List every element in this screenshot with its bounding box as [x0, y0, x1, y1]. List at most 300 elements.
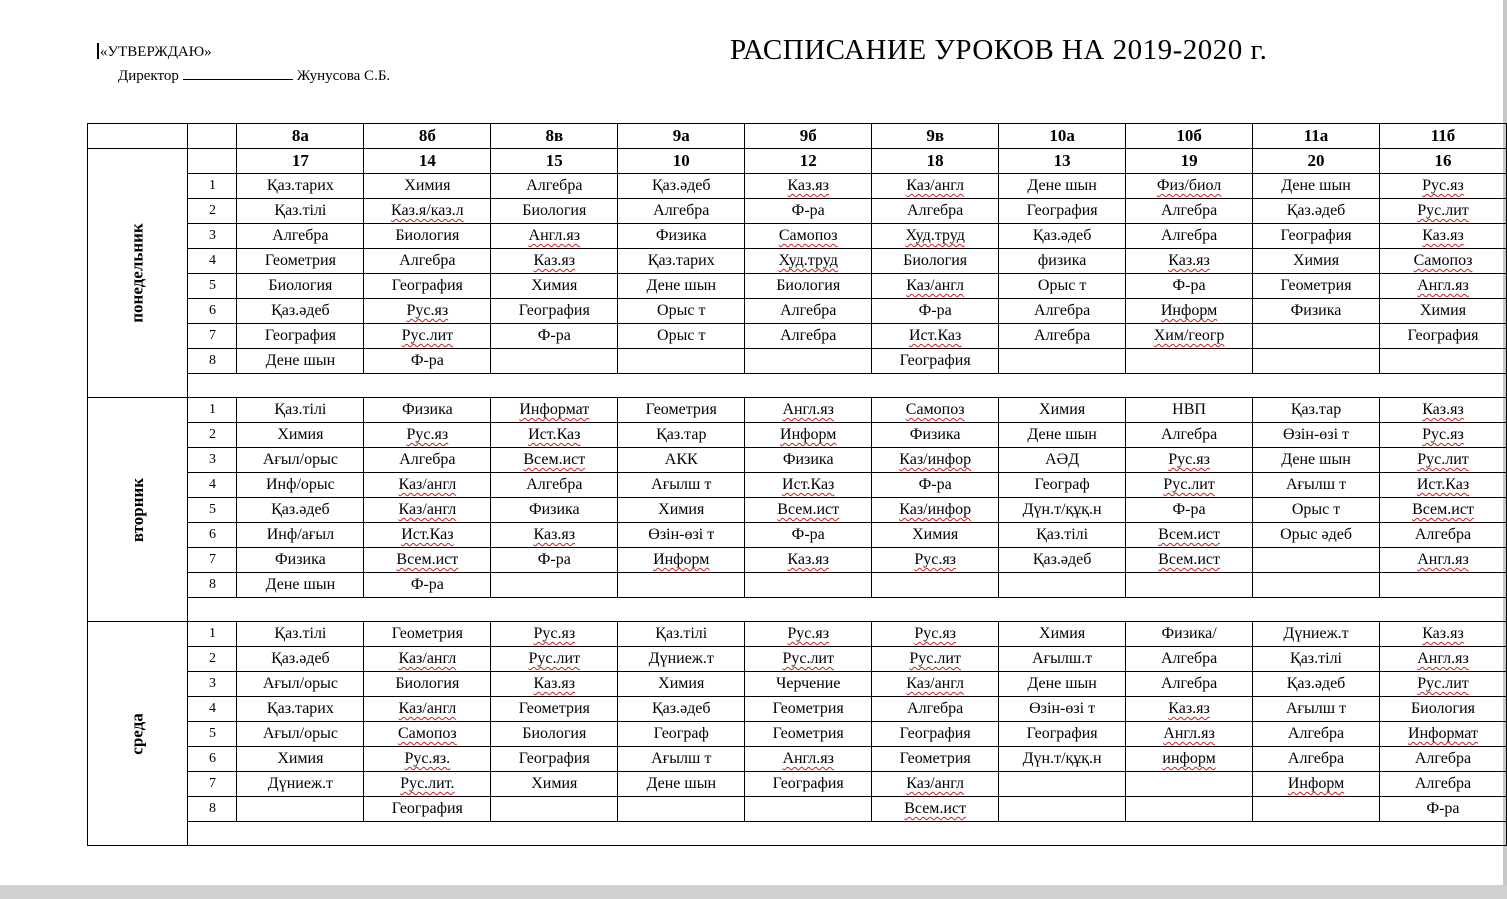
lesson-cell [872, 523, 999, 548]
subject-text: Биология [903, 252, 968, 269]
subject-text: География [1026, 725, 1098, 742]
lesson-cell [999, 622, 1126, 647]
class-header-row [88, 124, 1507, 149]
subject-text: Алгебра [1160, 650, 1218, 667]
subject-text: Алгебра [1160, 675, 1218, 692]
lesson-cell [872, 224, 999, 249]
lesson-cell [999, 523, 1126, 548]
lesson-cell [1253, 199, 1380, 224]
lesson-cell [872, 672, 999, 697]
subject-text: Дүн.т/құқ.н [1022, 750, 1102, 767]
lesson-cell [1126, 274, 1253, 299]
lesson-cell [364, 398, 491, 423]
lesson-row [88, 224, 1507, 249]
lesson-cell [999, 299, 1126, 324]
lesson-cell [1253, 299, 1380, 324]
lesson-row [88, 199, 1507, 224]
lesson-row [88, 523, 1507, 548]
lesson-cell [999, 772, 1126, 797]
class-header: 8б [364, 124, 491, 149]
signature-line [183, 67, 293, 80]
subject-text: Алгебра [1160, 227, 1218, 244]
subject-text: Биология [522, 202, 587, 219]
room-number: 15 [491, 149, 618, 174]
lesson-cell [491, 349, 618, 374]
subject-text: Физика [1290, 302, 1342, 319]
lesson-number: 2 [188, 423, 237, 448]
subject-text: Биология [776, 277, 841, 294]
subject-text: Қаз.тарих [266, 177, 334, 194]
lesson-cell [618, 797, 745, 822]
lesson-cell [1380, 473, 1507, 498]
subject-text: Геометрия [264, 252, 336, 269]
lesson-cell [872, 697, 999, 722]
lesson-number: 3 [188, 672, 237, 697]
lesson-cell [1253, 672, 1380, 697]
subject-text: Физ/биол [1156, 177, 1222, 194]
room-row [88, 149, 1507, 174]
subject-text: Рус.лит [1417, 202, 1469, 219]
lesson-cell [1253, 473, 1380, 498]
subject-text: Алгебра [780, 302, 837, 319]
subject-text: Биология [268, 277, 333, 294]
lesson-cell [237, 498, 364, 523]
lesson-cell [999, 324, 1126, 349]
lesson-cell [1380, 423, 1507, 448]
subject-text: Рус.яз [1422, 177, 1464, 194]
lesson-cell [745, 324, 872, 349]
subject-text: Физика/ [1161, 625, 1217, 642]
lesson-cell [1126, 224, 1253, 249]
subject-text: География [1026, 202, 1098, 219]
lesson-cell [237, 722, 364, 747]
lesson-cell [1380, 349, 1507, 374]
subject-text: Англ.яз [1163, 725, 1215, 742]
lesson-cell [745, 498, 872, 523]
subject-text: Қаз.әдеб [1286, 675, 1346, 692]
lesson-row [88, 498, 1507, 523]
lesson-cell [491, 324, 618, 349]
room-number: 18 [872, 149, 999, 174]
room-number: 17 [237, 149, 364, 174]
subject-text: Ағыл/орыс [262, 451, 338, 468]
lesson-cell [237, 448, 364, 473]
subject-text: физика [1037, 252, 1087, 269]
lesson-cell [1126, 697, 1253, 722]
lesson-cell [1380, 448, 1507, 473]
separator-cell [188, 598, 1507, 622]
lesson-number: 5 [188, 498, 237, 523]
lesson-number: 7 [188, 772, 237, 797]
lesson-cell [491, 548, 618, 573]
lesson-number: 6 [188, 299, 237, 324]
lesson-cell [745, 523, 872, 548]
subject-text: Дене шын [1027, 426, 1097, 443]
lesson-cell [745, 224, 872, 249]
subject-text: География [391, 800, 463, 817]
subject-text: Рус.яз [1422, 426, 1464, 443]
lesson-cell [1126, 573, 1253, 598]
class-header: 9б [745, 124, 872, 149]
lesson-cell [237, 523, 364, 548]
subject-text: География [899, 725, 971, 742]
director-line [118, 66, 390, 86]
lesson-cell [491, 224, 618, 249]
subject-text: Ағыл/орыс [262, 725, 338, 742]
subject-text: Алгебра [1160, 202, 1218, 219]
subject-text: Химия [531, 775, 578, 792]
lesson-cell [745, 747, 872, 772]
subject-text: АКК [664, 451, 698, 468]
subject-text: Каз.яз [533, 526, 576, 543]
subject-text: Рус.лит [528, 650, 581, 667]
lesson-cell [872, 324, 999, 349]
lesson-number: 3 [188, 448, 237, 473]
lesson-cell [1126, 797, 1253, 822]
subject-text: Биология [395, 227, 460, 244]
subject-text: Дене шын [1281, 177, 1351, 194]
lesson-cell [872, 647, 999, 672]
lesson-cell [1253, 523, 1380, 548]
lesson-cell [1253, 324, 1380, 349]
lesson-cell [1380, 398, 1507, 423]
subject-text: Алгебра [526, 177, 583, 194]
lesson-cell [237, 299, 364, 324]
subject-text: Дүниеж.т [267, 775, 333, 792]
lesson-cell [745, 249, 872, 274]
lesson-cell [618, 398, 745, 423]
lesson-cell [1253, 448, 1380, 473]
subject-text: Орыс т [657, 327, 706, 344]
lesson-cell [999, 249, 1126, 274]
lesson-cell [999, 274, 1126, 299]
subject-text: Физика [655, 227, 707, 244]
class-header: 8а [237, 124, 364, 149]
subject-text: Биология [1410, 700, 1475, 717]
subject-text: Самопоз [778, 227, 838, 244]
subject-text: Қаз.тілі [1036, 526, 1089, 543]
subject-text: Химия [404, 177, 451, 194]
lesson-row [88, 622, 1507, 647]
lesson-cell [1253, 349, 1380, 374]
subject-text: География [899, 352, 971, 369]
page-title: РАСПИСАНИЕ УРОКОВ НА 2019-2020 г. [730, 34, 1268, 66]
subject-text: Алгебра [1287, 750, 1345, 767]
lesson-cell [1380, 622, 1507, 647]
lesson-cell [618, 224, 745, 249]
lesson-cell [1253, 249, 1380, 274]
subject-text: Рус.яз [914, 625, 956, 642]
lesson-number: 7 [188, 548, 237, 573]
lesson-cell [999, 722, 1126, 747]
room-number: 10 [618, 149, 745, 174]
lesson-number: 4 [188, 473, 237, 498]
lesson-row [88, 647, 1507, 672]
lesson-cell [1126, 398, 1253, 423]
lesson-cell [1253, 747, 1380, 772]
subject-text: Хим/геогр [1153, 327, 1225, 344]
subject-text: Дене шын [1027, 675, 1097, 692]
subject-text: География [1280, 227, 1352, 244]
lesson-cell [618, 498, 745, 523]
lesson-cell [237, 622, 364, 647]
subject-text: Алгебра [907, 202, 964, 219]
subject-text: информ [1162, 750, 1216, 767]
lesson-cell [745, 274, 872, 299]
lesson-cell [1126, 722, 1253, 747]
lesson-cell [745, 573, 872, 598]
subject-text: Англ.яз [528, 227, 581, 244]
lesson-cell [872, 274, 999, 299]
lesson-cell [1253, 697, 1380, 722]
lesson-cell [237, 274, 364, 299]
subject-text: Алгебра [907, 700, 964, 717]
subject-text: Рус.лит [1417, 451, 1469, 468]
subject-text: Алгебра [1287, 725, 1345, 742]
lesson-cell [745, 349, 872, 374]
day-cell-2 [88, 622, 188, 846]
lesson-cell [618, 448, 745, 473]
lesson-number: 4 [188, 249, 237, 274]
class-header: 11а [1253, 124, 1380, 149]
lesson-cell [1380, 772, 1507, 797]
lesson-cell [745, 398, 872, 423]
lesson-cell [364, 772, 491, 797]
lesson-cell [364, 697, 491, 722]
subject-text: Геометрия [899, 750, 971, 767]
lesson-cell [872, 423, 999, 448]
subject-text: АӘД [1045, 451, 1080, 468]
lesson-cell [1253, 398, 1380, 423]
subject-text: Рус.яз. [404, 750, 451, 767]
lesson-row [88, 548, 1507, 573]
subject-text: Қаз.тілі [274, 202, 327, 219]
lesson-number: 8 [188, 797, 237, 822]
lesson-cell [618, 473, 745, 498]
subject-text: Ист.Каз [782, 476, 835, 493]
subject-text: Қаз.тарих [266, 700, 334, 717]
lesson-cell [618, 672, 745, 697]
lesson-cell [1380, 199, 1507, 224]
subject-text: Рус.лит [1163, 476, 1215, 493]
lesson-cell [364, 274, 491, 299]
lesson-cell [999, 174, 1126, 199]
lesson-cell [872, 448, 999, 473]
subject-text: Англ.яз [1417, 551, 1469, 568]
lesson-cell [999, 473, 1126, 498]
subject-text: Рус.лит [1417, 675, 1469, 692]
lesson-cell [491, 672, 618, 697]
lesson-number: 8 [188, 573, 237, 598]
subject-text: Ф-ра [537, 327, 571, 344]
lesson-cell [1380, 747, 1507, 772]
lesson-cell [1253, 647, 1380, 672]
lesson-cell [1126, 249, 1253, 274]
day-label: понедельник [127, 223, 147, 323]
lesson-cell [364, 249, 491, 274]
subject-text: Қаз.тар [1290, 401, 1342, 418]
subject-text: Рус.лит [782, 650, 834, 667]
subject-text: Рус.яз [533, 625, 576, 642]
subject-text: Қаз.тілі [274, 625, 327, 642]
subject-text: Алгебра [399, 252, 456, 269]
director-label: Директор [118, 68, 179, 84]
lesson-cell [745, 473, 872, 498]
subject-text: Дене шын [646, 775, 717, 792]
subject-text: Қаз.әдеб [1032, 551, 1092, 568]
subject-text: Орыс т [657, 302, 706, 319]
lesson-cell [1126, 324, 1253, 349]
subject-text: Химия [1039, 625, 1086, 642]
subject-text: НВП [1172, 401, 1206, 418]
subject-text: Қаз.әдеб [1032, 227, 1092, 244]
lesson-row [88, 423, 1507, 448]
lesson-cell [872, 199, 999, 224]
lesson-cell [1380, 797, 1507, 822]
lesson-cell [872, 772, 999, 797]
subject-text: География [772, 775, 844, 792]
subject-text: Алгебра [1414, 750, 1472, 767]
subject-text: Ист.Каз [528, 426, 581, 443]
lesson-number: 2 [188, 199, 237, 224]
subject-text: Алгебра [526, 476, 583, 493]
subject-text: Ағыл/орыс [262, 675, 338, 692]
class-header: 9в [872, 124, 999, 149]
lesson-cell [999, 199, 1126, 224]
subject-text: Ағылш.т [1032, 650, 1093, 667]
lesson-cell [745, 722, 872, 747]
day-label: вторник [127, 477, 147, 542]
lesson-cell [1380, 548, 1507, 573]
subject-text: Химия [1039, 401, 1086, 418]
lesson-cell [1126, 473, 1253, 498]
lesson-cell [1380, 672, 1507, 697]
lesson-cell [872, 622, 999, 647]
subject-text: Рус.лит [909, 650, 961, 667]
subject-text: Биология [522, 725, 587, 742]
lesson-cell [364, 224, 491, 249]
lesson-cell [1126, 548, 1253, 573]
subject-text: География [1407, 327, 1479, 344]
lesson-cell [745, 647, 872, 672]
lesson-cell [364, 448, 491, 473]
subject-text: Каз/англ [398, 700, 457, 717]
lesson-cell [1253, 573, 1380, 598]
subject-text: География [391, 277, 463, 294]
lesson-cell [745, 548, 872, 573]
lesson-cell [237, 398, 364, 423]
lesson-cell [1380, 573, 1507, 598]
subject-text: Инф/ағыл [266, 526, 335, 543]
lesson-cell [872, 249, 999, 274]
lesson-cell [237, 224, 364, 249]
lesson-cell [491, 647, 618, 672]
lesson-cell [1126, 672, 1253, 697]
lesson-cell [745, 797, 872, 822]
subject-text: Өзін-өзі т [648, 526, 715, 543]
subject-text: Всем.ист [904, 800, 967, 817]
lesson-cell [999, 747, 1126, 772]
lesson-cell [618, 324, 745, 349]
subject-text: Черчение [775, 675, 841, 692]
lesson-cell [491, 199, 618, 224]
lesson-cell [745, 423, 872, 448]
subject-text: Каз/англ [906, 177, 965, 194]
lesson-cell [1126, 299, 1253, 324]
lesson-cell [237, 672, 364, 697]
class-header: 10б [1126, 124, 1253, 149]
lesson-cell [745, 174, 872, 199]
lesson-cell [364, 573, 491, 598]
subject-text: Дене шын [1027, 177, 1097, 194]
room-number: 12 [745, 149, 872, 174]
lesson-row [88, 797, 1507, 822]
subject-text: Дүниеж.т [1283, 625, 1349, 642]
lesson-cell [745, 622, 872, 647]
lesson-cell [1253, 498, 1380, 523]
lesson-cell [237, 772, 364, 797]
lesson-cell [618, 299, 745, 324]
subject-text: Каз/англ [398, 476, 457, 493]
subject-text: Ист.Каз [909, 327, 962, 344]
corner-cell [88, 124, 188, 149]
lesson-cell [745, 772, 872, 797]
lesson-cell [364, 722, 491, 747]
subject-text: Химия [531, 277, 578, 294]
lesson-cell [1380, 324, 1507, 349]
subject-text: Каз.яз [1422, 625, 1464, 642]
subject-text: Ф-ра [1172, 501, 1206, 518]
lesson-cell [618, 622, 745, 647]
day-separator-row [88, 822, 1507, 846]
lesson-cell [491, 797, 618, 822]
lesson-cell [618, 174, 745, 199]
subject-text: Химия [1419, 302, 1467, 319]
lesson-cell [237, 423, 364, 448]
lesson-cell [237, 249, 364, 274]
subject-text: Дене шын [1281, 451, 1351, 468]
subject-text: Ф-ра [410, 352, 444, 369]
lesson-cell [1380, 647, 1507, 672]
lesson-cell [872, 398, 999, 423]
subject-text: Всем.ист [396, 551, 459, 568]
subject-text: Дене шын [265, 576, 336, 593]
subject-text: Өзін-өзі т [1029, 700, 1096, 717]
lesson-cell [618, 349, 745, 374]
subject-text: Каз.яз [1168, 700, 1210, 717]
lesson-cell [237, 797, 364, 822]
subject-text: Географ [653, 725, 709, 742]
subject-text: Қаз.әдеб [1286, 202, 1346, 219]
class-header: 9а [618, 124, 745, 149]
lesson-number: 4 [188, 697, 237, 722]
class-header: 10а [999, 124, 1126, 149]
lesson-cell [1126, 423, 1253, 448]
subject-text: Каз.яз [1422, 227, 1464, 244]
lesson-cell [364, 622, 491, 647]
lesson-cell [364, 299, 491, 324]
lesson-cell [364, 498, 491, 523]
subject-text: Информ [1160, 302, 1218, 319]
subject-text: Алгебра [653, 202, 710, 219]
lesson-number: 1 [188, 398, 237, 423]
subject-text: Химия [912, 526, 959, 543]
lesson-cell [618, 523, 745, 548]
lesson-cell [745, 199, 872, 224]
subject-text: Рус.яз [406, 426, 449, 443]
lesson-cell [872, 174, 999, 199]
subject-text: Каз/англ [906, 277, 965, 294]
